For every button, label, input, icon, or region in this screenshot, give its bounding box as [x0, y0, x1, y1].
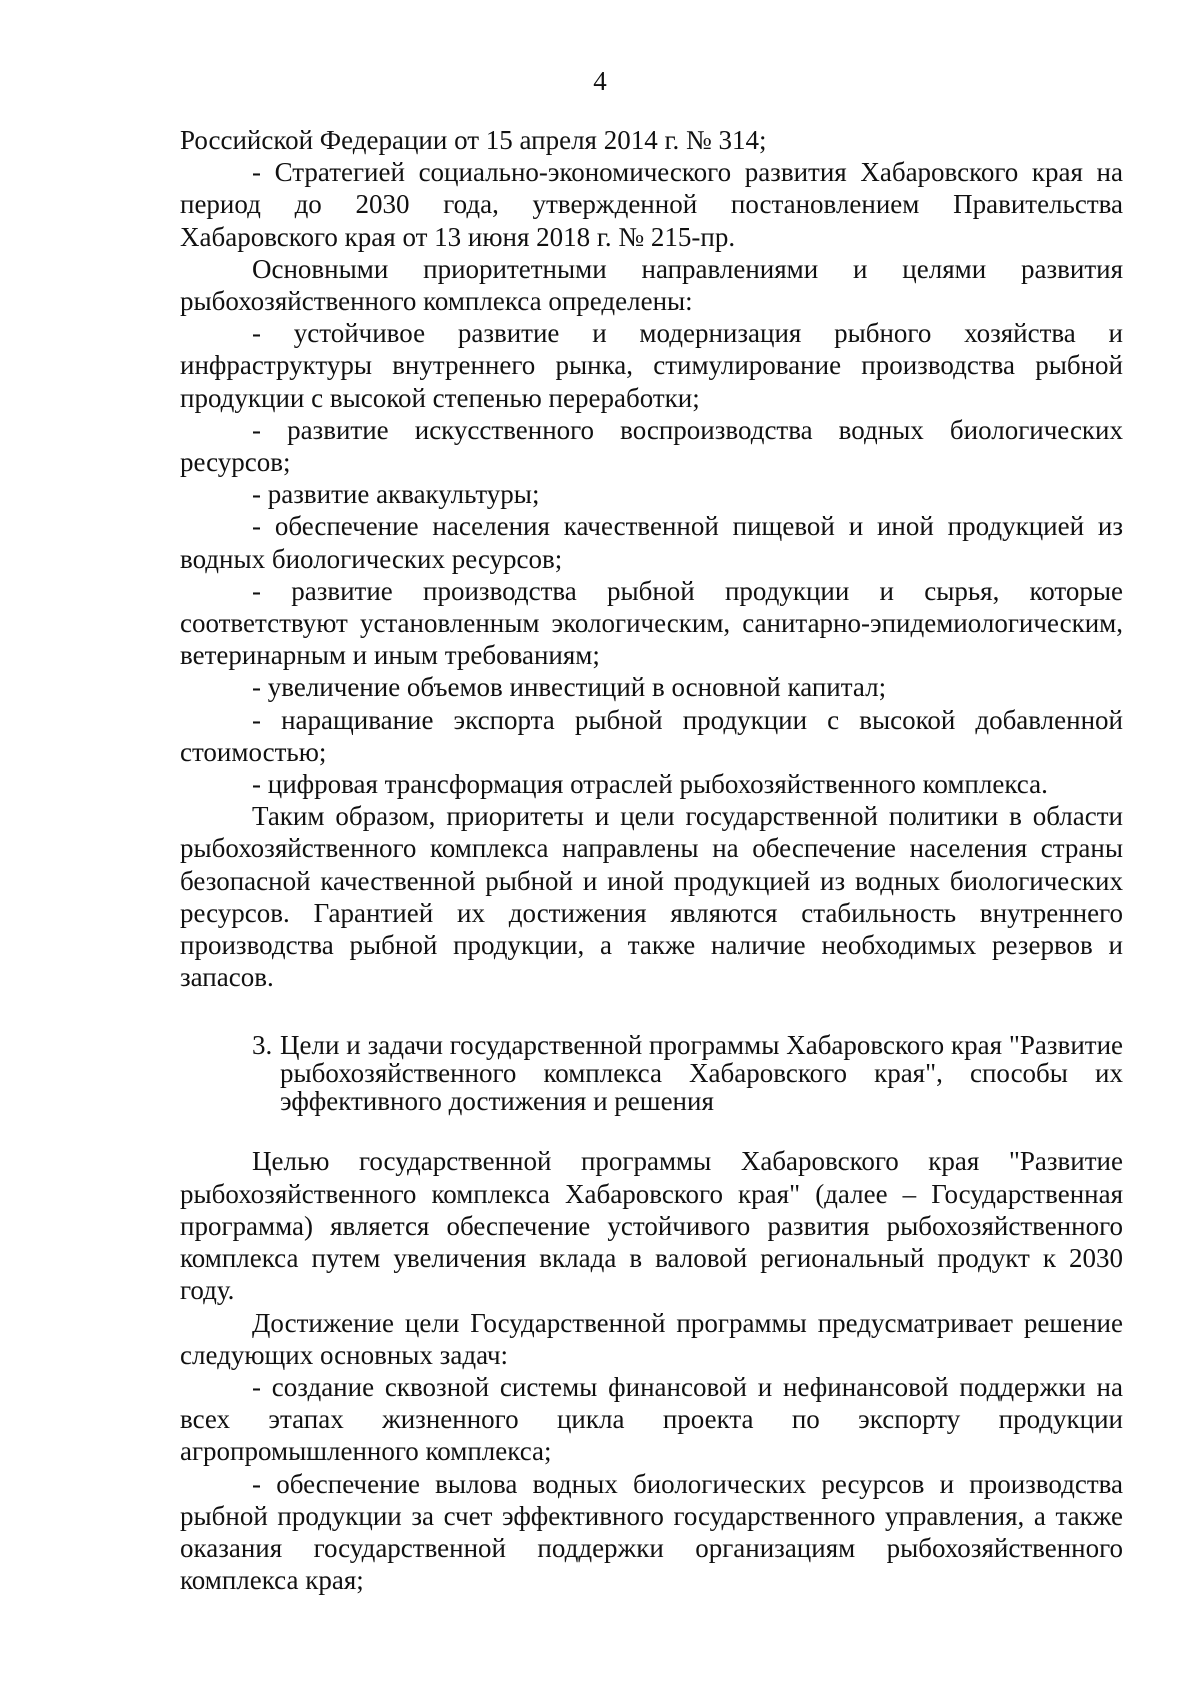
section-heading [180, 1031, 1123, 1115]
list-item: - развитие производства рыбной продукции и сырья, которые соответствуют установленным экологическим, санитарно-эпидемиологическим, ветеринарным и иным требованиям; [180, 575, 1123, 671]
list-item: - обеспечение вылова водных биологических ресурсов и производства рыбной продукции за счет эффективного государственного управления, а также оказания государственной поддержки организациям рыбохозяйственного комплекса края; [180, 1468, 1123, 1596]
paragraph: Российской Федерации от 15 апреля 2014 г. № 314; [180, 125, 767, 155]
list-item: - Стратегией социально-экономического развития Хабаровского края на период до 2030 года, утвержденной постановлением Правительства Хабаровского края от 13 июня 2018 г. № 215-пр. [180, 157, 1123, 252]
list-item: - наращивание экспорта рыбной продукции с высокой добавленной стоимостью; [180, 704, 1123, 767]
document-body [180, 124, 1123, 1596]
page-number: 4 [593, 66, 607, 96]
list-item: - развитие аквакультуры; [252, 479, 540, 510]
paragraph: Таким образом, приоритеты и цели государственной политики в области рыбохозяйственного комплекса направлены на обеспечение населения страны безопасной качественной рыбной и иной продукцией из водных биологических ресурсов. Гарантией их достижения являются стабильность внутреннего производства рыбной продукции, а также наличие необходимых резервов и запасов. [180, 801, 1123, 993]
paragraph: Целью государственной программы Хабаровского края "Развитие рыбохозяйственного комплекса Хабаровского края" (далее – Государственная программа) является обеспечение устойчивого развития рыбохозяйственного комплекса путем увеличения вклада в валовой региональный продукт к 2030 году. [180, 1146, 1123, 1306]
list-item: - создание сквозной системы финансовой и нефинансовой поддержки на всех этапах жизненного цикла проекта по экспорту продукции агропромышленного комплекса; [180, 1371, 1123, 1467]
section-number: 3. [252, 1030, 273, 1061]
section-title: Цели и задачи государственной программы Хабаровского края "Развитие рыбохозяйственного комплекса Хабаровского края", способы их эффективного достижения и решения [280, 1030, 1123, 1117]
list-item: - цифровая трансформация отраслей рыбохозяйственного комплекса. [252, 769, 1048, 800]
list-item: - устойчивое развитие и модернизация рыбного хозяйства и инфраструктуры внутреннего рынка, стимулирование производства рыбной продукции с высокой степенью переработки; [180, 318, 1123, 413]
paragraph: Достижение цели Государственной программы предусматривает решение следующих основных задач: [180, 1307, 1123, 1370]
list-item: - увеличение объемов инвестиций в основной капитал; [252, 672, 887, 703]
list-item: - обеспечение населения качественной пищевой и иной продукцией из водных биологических ресурсов; [180, 511, 1123, 574]
paragraph: Основными приоритетными направлениями и целями развития рыбохозяйственного комплекса определены: [180, 253, 1123, 317]
list-item: - развитие искусственного воспроизводства водных биологических ресурсов; [180, 414, 1123, 478]
